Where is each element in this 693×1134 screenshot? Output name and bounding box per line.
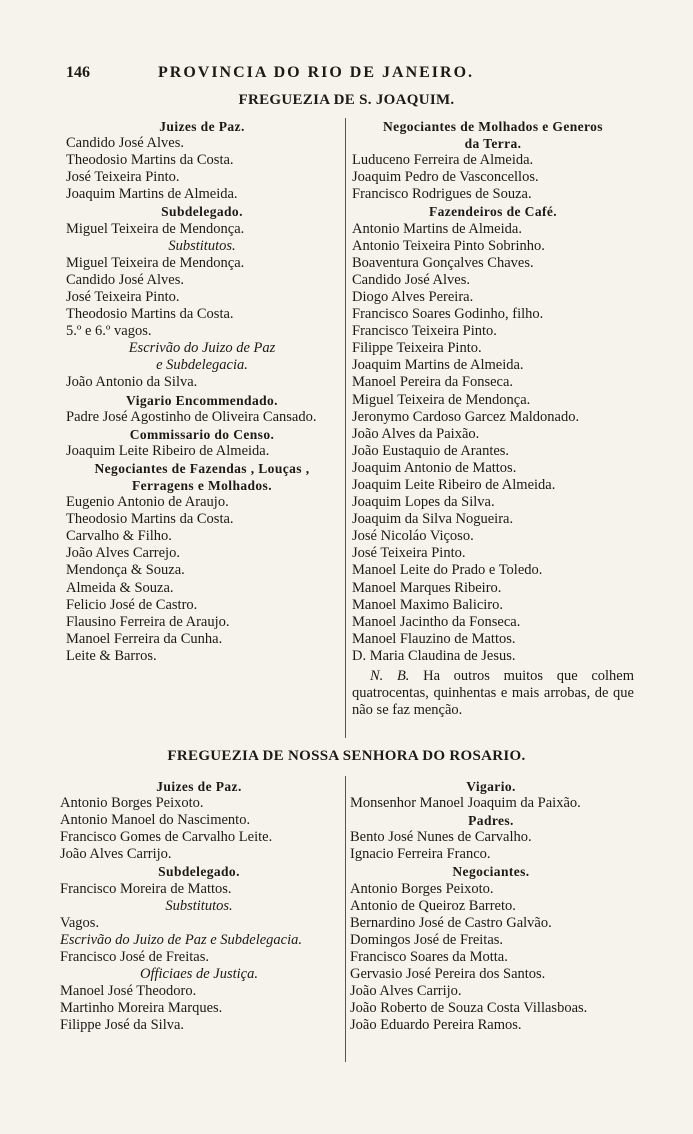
list-item: Domingos José de Freitas. [350,931,504,948]
heading-molhados-cont: da Terra. [464,136,522,152]
list-item: Miguel Teixeira de Mendonça. [66,220,245,237]
list-item: Padre José Agostinho de Oliveira Cansado. [66,408,317,425]
list-item: Francisco José de Freitas. [60,948,209,965]
list-item: João Eustaquio de Arantes. [352,442,510,459]
list-item: Joaquim Leite Ribeiro de Almeida. [66,442,270,459]
list-item: Joaquim Leite Ribeiro de Almeida. [352,476,556,493]
column-rule [345,118,346,738]
section-title-s-joaquim: FREGUEZIA DE S. JOAQUIM. [238,92,455,108]
list-item: Francisco Soares da Motta. [350,948,508,965]
list-item: João Antonio da Silva. [66,374,198,391]
list-item: Joaquim da Silva Nogueira. [352,511,514,528]
s1-left-column [66,118,338,665]
list-item: Luduceno Ferreira de Almeida. [352,152,534,169]
list-item: Eugenio Antonio de Araujo. [66,494,229,511]
list-item: Manoel Pereira da Fonseca. [352,374,514,391]
list-item: Martinho Moreira Marques. [60,1000,223,1017]
column-rule [345,776,346,1062]
list-item: Francisco Rodrigues de Souza. [352,186,532,203]
list-item: Almeida & Souza. [66,579,174,596]
heading-negociantes: Negociantes de Fazendas , Louças , [94,460,310,476]
list-item: Mendonça & Souza. [66,562,185,579]
heading-padres: Padres. [468,813,514,829]
list-item: João Alves Carrejo. [66,545,180,562]
list-item: Francisco Teixeira Pinto. [352,323,497,340]
list-item: Bernardino José de Castro Galvão. [350,914,552,931]
heading-vigario: Vigario. [466,779,516,794]
heading-substitutos: Substitutos. [168,237,236,254]
heading-substitutos: Substitutos. [165,897,233,914]
list-item: Ignacio Ferreira Franco. [350,846,491,863]
list-item: Felicio José de Castro. [66,596,198,613]
heading-officiaes: Officiaes de Justiça. [140,966,258,983]
list-item: Joaquim Martins de Almeida. [352,357,524,374]
list-item: José Teixeira Pinto. [66,288,180,305]
list-item: Gervasio José Pereira dos Santos. [350,966,546,983]
heading-commissario: Commissario do Censo. [129,426,275,442]
list-item: Francisco Moreira de Mattos. [60,880,232,897]
list-item: Manoel Marques Ribeiro. [352,579,502,596]
list-item: Joaquim Pedro de Vasconcellos. [352,169,539,186]
list-item: Manoel Ferreira da Cunha. [66,630,223,647]
list-item: Vagos. [60,914,100,931]
section-title-rosario: FREGUEZIA DE NOSSA SENHORA DO ROSARIO. [167,748,526,764]
list-item: Manoel Leite do Prado e Toledo. [352,562,543,579]
heading-vigario: Vigario Encommendado. [126,392,278,408]
list-item: João Alves Carrijo. [350,983,462,1000]
list-item: José Teixeira Pinto. [352,545,466,562]
list-item: Candido José Alves. [66,271,185,288]
list-item: Miguel Teixeira de Mendonça. [352,391,531,408]
nota-bene-label: N. B. [370,668,410,684]
list-item: Joaquim Martins de Almeida. [66,186,238,203]
list-item: Jeronymo Cardoso Garcez Maldonado. [352,408,580,425]
nota-bene-text: Ha outros muitos que colhem quatrocentas, quinhentas e mais arrobas, de que não se faz menção. [352,668,634,719]
s2-right-column [350,778,632,1034]
list-item: Antonio de Queiroz Barreto. [350,897,516,914]
heading-juizes: Juizes de Paz. [159,119,245,134]
list-item: Francisco Gomes de Carvalho Leite. [60,829,273,846]
list-item: Miguel Teixeira de Mendonça. [66,254,245,271]
list-item: Joaquim Lopes da Silva. [352,494,495,511]
list-item: Antonio Teixeira Pinto Sobrinho. [352,237,545,254]
list-item: Theodosio Martins da Costa. [66,511,234,528]
heading-molhados: Negociantes de Molhados e Generos [383,119,603,134]
list-item: Francisco Soares Godinho, filho. [352,306,544,323]
heading-subdelegado: Subdelegado. [158,864,240,880]
heading-escrivao-cont: e Subdelegacia. [156,357,248,374]
list-item: 5.º e 6.º vagos. [66,323,152,340]
list-item: Leite & Barros. [66,647,157,664]
heading-negociantes-cont: Ferragens e Molhados. [131,477,272,493]
list-item: Antonio Borges Peixoto. [60,795,204,812]
list-item: Theodosio Martins da Costa. [66,152,234,169]
heading-subdelegado: Subdelegado. [161,204,243,220]
list-item: Carvalho & Filho. [66,528,172,545]
list-item: Filippe José da Silva. [60,1017,185,1034]
list-item: Manoel Flauzino de Mattos. [352,630,516,647]
list-item: Manoel Jacintho da Fonseca. [352,613,521,630]
nota-bene [352,668,634,719]
list-item: Flausino Ferreira de Araujo. [66,613,230,630]
heading-escrivao: Escrivão do Juizo de Paz [128,340,276,357]
list-item: Theodosio Martins da Costa. [66,306,234,323]
list-item: Antonio Manoel do Nascimento. [60,812,251,829]
list-item: Joaquim Antonio de Mattos. [352,459,517,476]
list-item: Bento José Nunes de Carvalho. [350,829,532,846]
list-item: Antonio Martins de Almeida. [352,220,522,237]
page-number: 146 [66,64,90,81]
running-title: PROVINCIA DO RIO DE JANEIRO. [158,64,475,81]
list-item: Filippe Teixeira Pinto. [352,340,482,357]
list-item: Candido José Alves. [352,271,471,288]
list-item: João Roberto de Souza Costa Villasboas. [350,1000,588,1017]
heading-juizes: Juizes de Paz. [156,779,242,794]
list-item: João Alves Carrijo. [60,846,172,863]
list-item: Diogo Alves Pereira. [352,288,474,305]
list-item: Monsenhor Manoel Joaquim da Paixão. [350,795,581,812]
list-item: D. Maria Claudina de Jesus. [352,647,516,664]
list-item: Candido José Alves. [66,135,185,152]
list-item: Antonio Borges Peixoto. [350,880,494,897]
list-item: Manoel Maximo Baliciro. [352,596,504,613]
heading-negociantes: Negociantes. [452,864,530,880]
heading-fazendeiros: Fazendeiros de Café. [428,204,558,220]
list-item: Manoel José Theodoro. [60,983,197,1000]
list-item: José Nicoláo Viçoso. [352,528,474,545]
list-item: João Eduardo Pereira Ramos. [350,1017,522,1034]
list-item: José Teixeira Pinto. [66,169,180,186]
s1-right-column [352,118,634,719]
heading-escrivao: Escrivão do Juizo de Paz e Subdelegacia. [60,931,303,948]
list-item: João Alves da Paixão. [352,425,480,442]
s2-left-column [60,778,338,1034]
list-item: Boaventura Gonçalves Chaves. [352,254,534,271]
